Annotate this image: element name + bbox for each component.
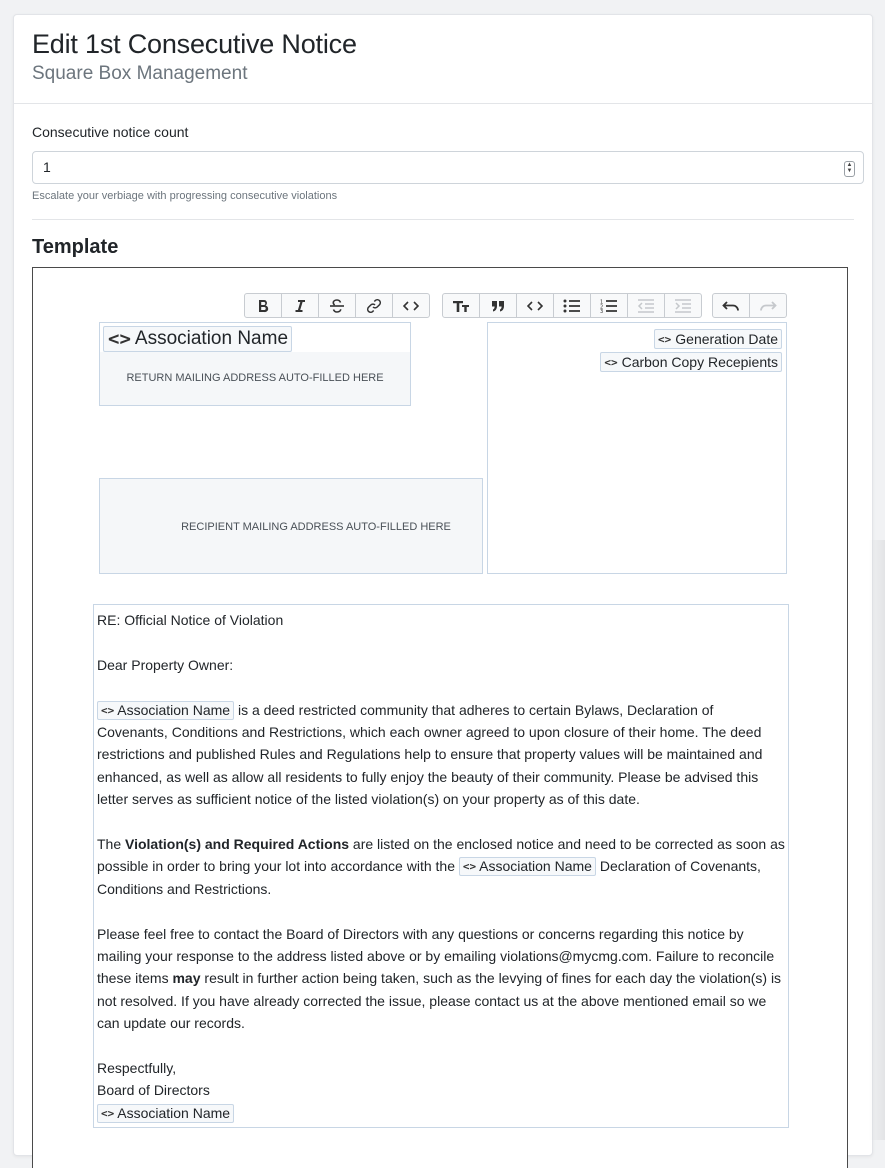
tag-label: Association Name <box>117 701 231 718</box>
code-tag-icon: <> <box>101 1106 115 1120</box>
svg-text:1: 1 <box>600 299 604 305</box>
tag-label: Association Name <box>134 328 289 349</box>
header-info-box <box>487 322 787 574</box>
return-tag-row <box>100 323 410 352</box>
notice-card <box>13 14 873 1156</box>
code-tag-icon: <> <box>462 860 477 874</box>
generation-date-tag[interactable] <box>654 329 782 349</box>
letter-signature: Board of Directors <box>97 1082 210 1099</box>
code-tag-icon: <> <box>604 355 618 369</box>
consecutive-count-input[interactable] <box>32 151 864 184</box>
paragraph-text: Please feel free to contact the Board of Directors with any questions or concerns regarding this notice by mailing your response to the address listed above or by emailing violations@mycmg.com. Failure to reconcile these items <box>97 925 775 987</box>
number-stepper-icon[interactable]: ▲ ▼ <box>844 161 855 177</box>
template-heading: Template <box>32 236 119 258</box>
paragraph-text: The <box>97 836 126 853</box>
bullet-list-icon[interactable] <box>554 294 591 317</box>
code-icon[interactable] <box>393 294 429 317</box>
return-address-placeholder: RETURN MAILING ADDRESS AUTO-FILLED HERE <box>126 372 384 384</box>
template-editor[interactable] <box>32 267 848 1168</box>
code-block-icon[interactable] <box>517 294 554 317</box>
heading-icon[interactable] <box>443 294 480 317</box>
bold-text: may <box>172 970 201 987</box>
blockquote-icon[interactable] <box>480 294 517 317</box>
strikethrough-icon[interactable] <box>319 294 356 317</box>
svg-text:2: 2 <box>600 304 604 310</box>
ordered-list-icon[interactable] <box>591 294 628 317</box>
count-help-text: Escalate your verbiage with progressing consecutive violations <box>32 190 338 202</box>
paragraph-text: are listed on the enclosed notice and need to be corrected as soon as possible in order to bring your lot into accordance with the <box>97 836 785 875</box>
paragraph-text: is a deed restricted community that adheres to certain Bylaws, Declaration of Covenants, Conditions and Restrictions, which each owner agreed to upon closure of their home. The deed restrictions and published Rules and Regulations help to ensure that property values will be maintained and enhanced, as well as allow all residents to fully enjoy the beauty of their community. Please be advised this letter serves as sufficient notice of the listed violation(s) on your property as of this date. <box>97 701 763 808</box>
letter-paragraph-1 <box>97 699 787 811</box>
recipient-address-placeholder: RECIPIENT MAILING ADDRESS AUTO-FILLED HERE <box>181 521 451 533</box>
letter-paragraph-3 <box>97 923 787 1035</box>
tag-label: Generation Date <box>675 331 778 347</box>
page-edge-shadow <box>868 540 885 1140</box>
letter-signature-tag-line <box>97 1102 787 1124</box>
bold-icon[interactable] <box>245 294 282 317</box>
association-name-tag[interactable] <box>103 326 292 352</box>
block-toolbar <box>442 293 702 318</box>
association-name-tag[interactable] <box>459 857 596 876</box>
paragraph-text: Declaration of Covenants, Conditions and Restrictions. <box>97 858 761 897</box>
page-title: Edit 1st Consecutive Notice <box>32 29 357 59</box>
code-tag-icon: <> <box>101 703 115 717</box>
bold-text: Violation(s) and Required Actions <box>125 836 350 853</box>
carbon-copy-tag[interactable] <box>600 352 782 372</box>
letter-body-editor[interactable] <box>93 604 789 1128</box>
association-name-tag[interactable] <box>97 1104 234 1123</box>
tag-label: Association Name <box>479 858 592 875</box>
return-address-box <box>99 322 411 406</box>
italic-icon[interactable] <box>282 294 319 317</box>
page-subtitle: Square Box Management <box>32 63 248 84</box>
tag-label: Carbon Copy Recepients <box>621 354 778 370</box>
divider <box>32 219 854 220</box>
letter-greeting: Dear Property Owner: <box>97 656 234 673</box>
link-icon[interactable] <box>356 294 393 317</box>
indent-icon[interactable] <box>665 294 701 317</box>
svg-text:3: 3 <box>600 308 604 313</box>
letter-content <box>97 609 787 1124</box>
letter-paragraph-2 <box>97 833 787 900</box>
paragraph-text: result in further action being taken, such as the levying of fines for each day the violation(s) is not resolved. If you have already corrected the issue, please contact us at the above mentioned email so we can update our records. <box>97 970 782 1032</box>
tag-label: Association Name <box>117 1104 231 1121</box>
history-toolbar <box>712 293 787 318</box>
redo-icon[interactable] <box>750 294 786 317</box>
code-tag-icon: <> <box>108 328 131 350</box>
undo-icon[interactable] <box>713 294 750 317</box>
letter-subject: RE: Official Notice of Violation <box>97 612 284 628</box>
letter-closing: Respectfully, <box>97 1060 177 1077</box>
formatting-toolbar <box>244 293 430 318</box>
outdent-icon[interactable] <box>628 294 665 317</box>
count-label: Consecutive notice count <box>32 124 189 140</box>
recipient-address-box <box>99 478 483 574</box>
card-header <box>14 15 872 104</box>
code-tag-icon: <> <box>658 332 672 346</box>
association-name-tag[interactable] <box>97 701 234 720</box>
count-value: 1 <box>43 159 51 175</box>
